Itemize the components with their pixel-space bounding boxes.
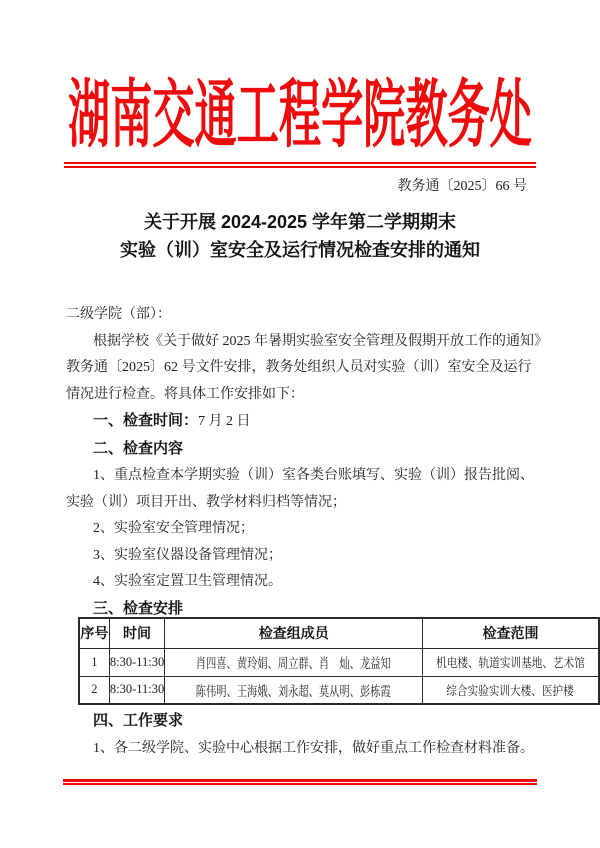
cell-scope: 综合实验实训大楼、医护楼: [422, 676, 599, 704]
item4: 4、实验室定置卫生管理情况。: [93, 574, 282, 589]
document-title-line1: 关于开展 2024-2025 学年第二学期期末: [143, 212, 457, 232]
document-title: [0, 208, 600, 264]
section1-value: 7 月 2 日: [198, 414, 251, 429]
item1-line2: 实验（训）项目开出、教学材料归档等情况；: [66, 494, 346, 510]
table-row: [79, 676, 599, 704]
header-cell-members: 检查组成员: [165, 618, 423, 648]
salutation: 二级学院（部）：: [66, 307, 171, 322]
footer-rule: [63, 779, 537, 785]
inspection-schedule-table: [78, 617, 600, 705]
cell-time: 8:30-11:30: [109, 676, 165, 704]
letterhead: [0, 75, 600, 155]
header-cell-seq: 序号: [79, 618, 109, 648]
cell-seq: 1: [79, 648, 109, 676]
section2-label: 二、检查内容: [93, 439, 184, 457]
item2: 2、实验室安全管理情况；: [93, 521, 254, 536]
section3-label: 三、检查安排: [93, 599, 184, 617]
body-text-continued: [66, 708, 600, 762]
section1-label: 一、检查时间：: [93, 412, 199, 429]
cell-members: 肖四喜、黄玲娟、周立群、肖 灿、龙益知: [165, 648, 423, 676]
paragraph1-line3: 情况进行检查。将具体工作安排如下：: [66, 386, 304, 402]
cell-scope: 机电楼、轨道实训基地、艺术馆: [422, 648, 599, 676]
requirement1: 1、各二级学院、实验中心根据工作安排，做好重点工作检查材料准备。: [93, 740, 534, 756]
header-cell-scope: 检查范围: [422, 618, 599, 648]
item1-line1: 1、重点检查本学期实验（训）室各类台账填写、实验（训）报告批阅、: [93, 468, 534, 483]
section4-heading: [66, 708, 600, 736]
body-text: [66, 302, 600, 623]
section2-heading: [66, 436, 600, 464]
item3: 3、实验室仪器设备管理情况；: [93, 547, 282, 563]
letterhead-double-rule: [64, 162, 536, 168]
document-number: 教务通〔2025〕66 号: [397, 179, 527, 194]
table-row: [79, 648, 599, 676]
cell-time: 8:30-11:30: [109, 648, 165, 676]
document-title-line2: 实验（训）室安全及运行情况检查安排的通知: [120, 240, 480, 260]
cell-seq: 2: [79, 676, 109, 704]
paragraph1-line1: 根据学校《关于做好 2025 年暑期实验室安全管理及假期开放工作的通知》: [93, 333, 548, 349]
section1-heading: [66, 408, 600, 436]
header-cell-time: 时间: [109, 618, 165, 648]
org-title: 湖南交通工程学院教务处: [68, 73, 532, 156]
section4-label: 四、工作要求: [93, 712, 184, 729]
paragraph1-line2: 教务通〔2025〕62 号文件安排，教务处组织人员对实验（训）室安全及运行: [66, 360, 532, 375]
cell-members: 陈伟明、王海娥、刘永超、莫从明、彭栋霞: [165, 676, 423, 704]
